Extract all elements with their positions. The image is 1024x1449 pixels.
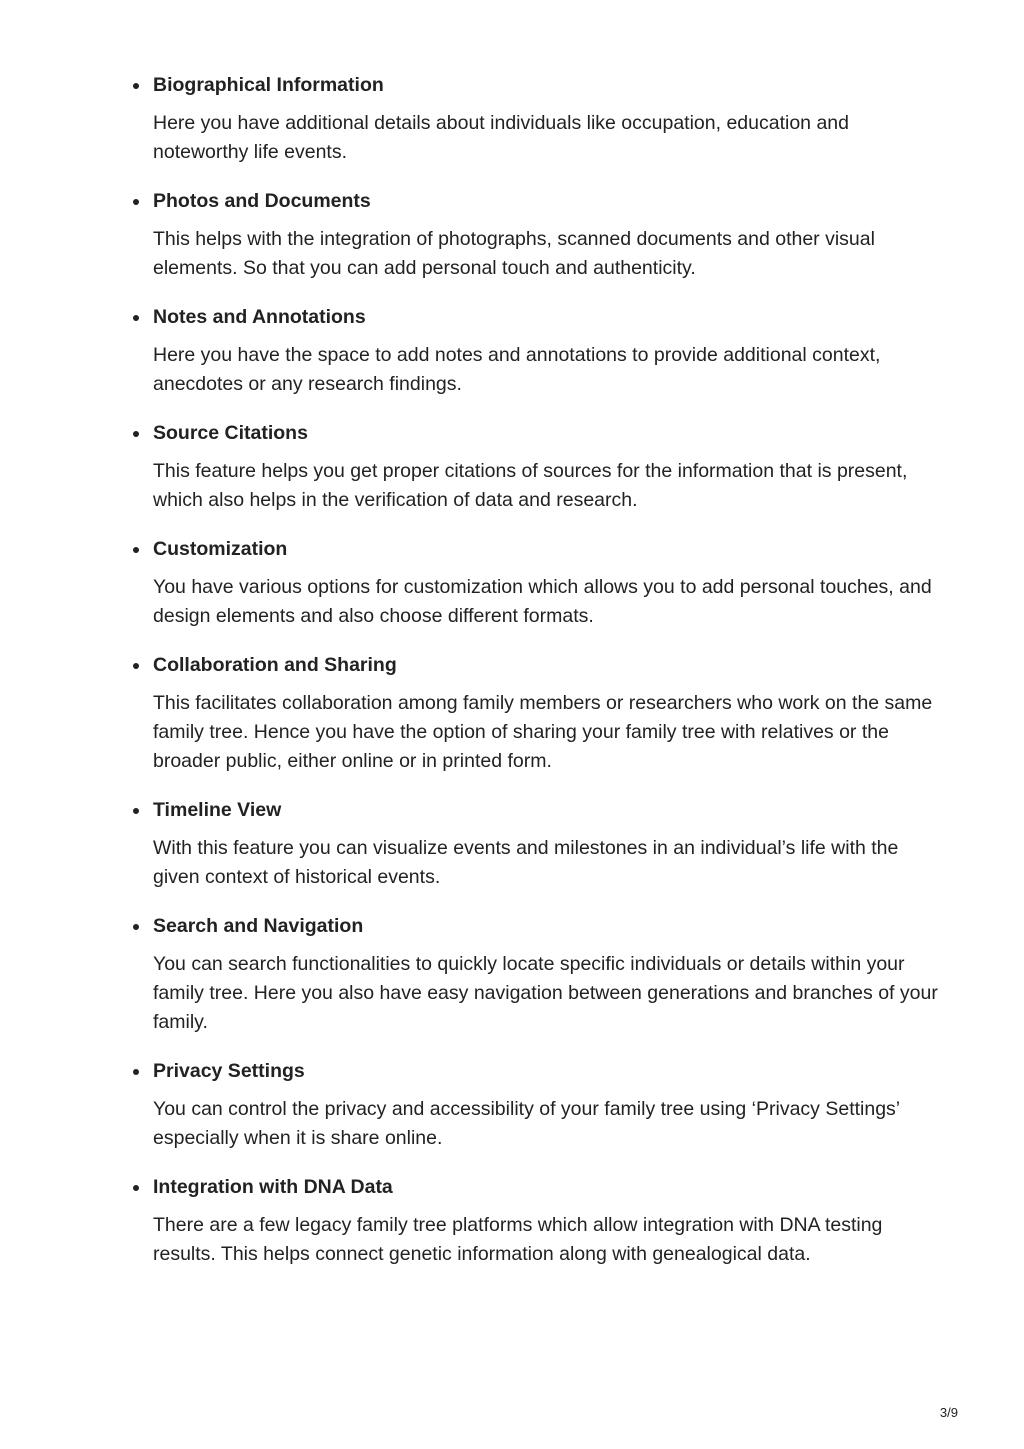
feature-description: There are a few legacy family tree platforms which allow integration with DNA testing results. This helps connect genetic information along with genealogical data. [153, 1214, 883, 1265]
feature-description: This helps with the integration of photographs, scanned documents and other visual elements. So that you can add personal touch and authenticity. [153, 228, 875, 279]
feature-description: Here you have additional details about individuals like occupation, education and noteworthy life events. [153, 112, 849, 163]
list-item-collaboration-and-sharing [153, 651, 943, 776]
feature-description: Here you have the space to add notes and annotations to provide additional context, anecdotes or any research findings. [153, 344, 881, 395]
list-item-customization [153, 535, 943, 631]
feature-title: Search and Navigation [153, 915, 364, 937]
feature-description: You have various options for customization which allows you to add personal touches, and design elements and also choose different formats. [153, 576, 932, 627]
feature-description: With this feature you can visualize events and milestones in an individual’s life with the given context of historical events. [153, 837, 899, 888]
list-item-biographical-information [153, 71, 943, 167]
feature-description: You can control the privacy and accessibility of your family tree using ‘Privacy Settings’ especially when it is share online. [153, 1098, 900, 1149]
feature-title: Timeline View [153, 799, 282, 821]
list-item-timeline-view [153, 796, 943, 892]
feature-title: Privacy Settings [153, 1060, 305, 1082]
feature-title: Customization [153, 538, 288, 560]
feature-list [153, 71, 943, 1289]
list-item-search-and-navigation [153, 912, 943, 1037]
page-number: 3/9 [939, 1405, 958, 1420]
list-item-notes-and-annotations [153, 303, 943, 399]
feature-description: This facilitates collaboration among family members or researchers who work on the same family tree. Hence you have the option of sharing your family tree with relatives or the broader public, either online or in printed form. [153, 692, 933, 772]
feature-title: Photos and Documents [153, 190, 371, 212]
feature-title: Source Citations [153, 422, 308, 444]
feature-title: Biographical Information [153, 74, 384, 96]
list-item-integration-with-dna-data [153, 1173, 943, 1269]
feature-title: Notes and Annotations [153, 306, 366, 328]
feature-title: Collaboration and Sharing [153, 654, 397, 676]
feature-description: This feature helps you get proper citations of sources for the information that is present, which also helps in the verification of data and research. [153, 460, 908, 511]
list-item-privacy-settings [153, 1057, 943, 1153]
feature-title: Integration with DNA Data [153, 1176, 393, 1198]
list-item-source-citations [153, 419, 943, 515]
feature-description: You can search functionalities to quickly locate specific individuals or details within your family tree. Here you also have easy navigation between generations and branches of your family. [153, 953, 938, 1033]
list-item-photos-and-documents [153, 187, 943, 283]
